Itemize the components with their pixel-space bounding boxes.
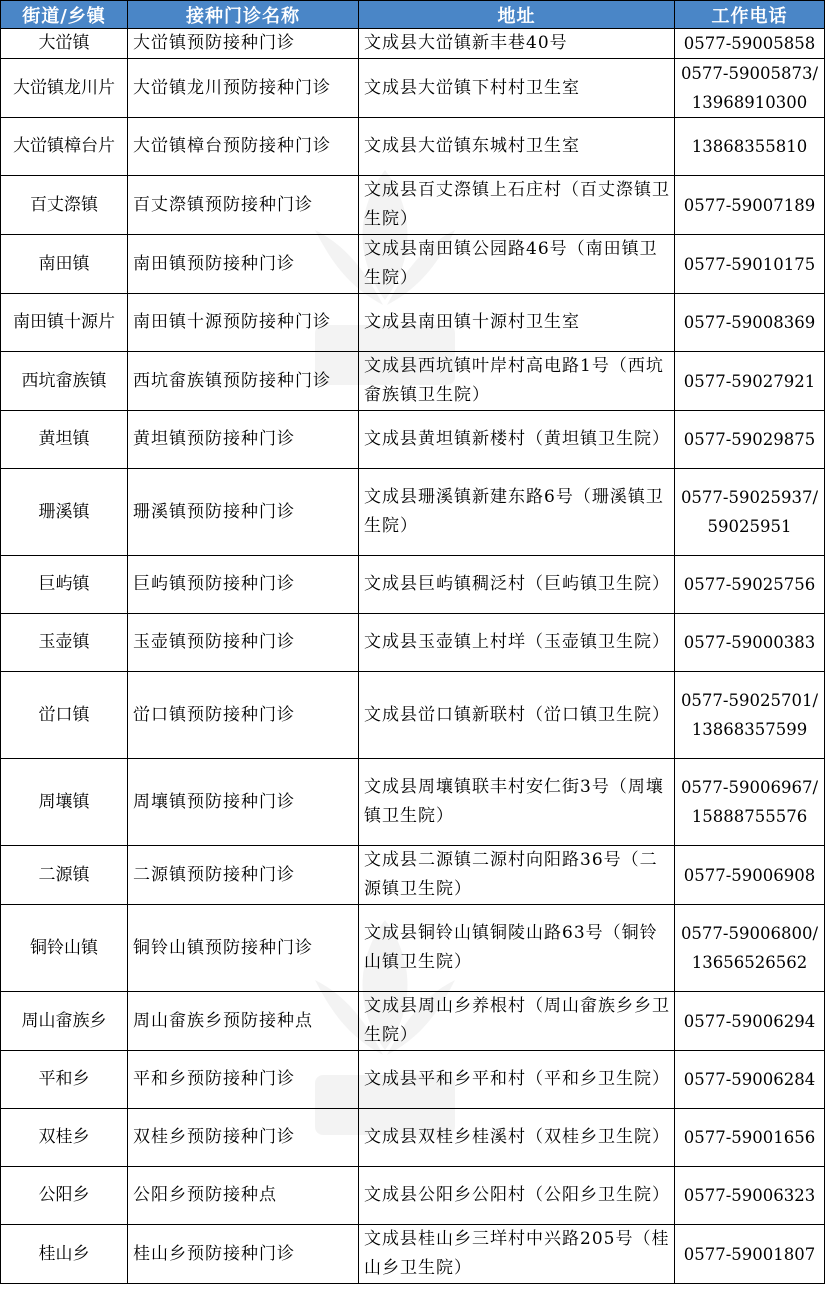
phone-cell: 0577-59001656	[675, 1109, 825, 1167]
table-row	[1, 905, 825, 992]
street-cell: 二源镇	[1, 846, 128, 905]
phone-cell: 0577-59010175	[675, 235, 825, 294]
table-row	[1, 1051, 825, 1109]
clinic-name-cell: 铜铃山镇预防接种门诊	[128, 905, 359, 992]
clinic-name-cell: 玉壶镇预防接种门诊	[128, 614, 359, 672]
street-cell: 平和乡	[1, 1051, 128, 1109]
street-cell: 南田镇	[1, 235, 128, 294]
address-cell: 文成县大峃镇新丰巷40号	[359, 29, 675, 59]
table-row	[1, 352, 825, 411]
table-row	[1, 411, 825, 469]
street-cell: 百丈漈镇	[1, 176, 128, 235]
street-cell: 峃口镇	[1, 672, 128, 759]
address-cell: 文成县黄坦镇新楼村（黄坦镇卫生院）	[359, 411, 675, 469]
phone-cell: 0577-59006967/15888755576	[675, 759, 825, 846]
clinic-name-cell: 珊溪镇预防接种门诊	[128, 469, 359, 556]
table-row	[1, 176, 825, 235]
address-cell: 文成县南田镇公园路46号（南田镇卫生院）	[359, 235, 675, 294]
phone-cell: 0577-59025756	[675, 556, 825, 614]
clinic-name-cell: 大峃镇龙川预防接种门诊	[128, 59, 359, 118]
header-address: 地址	[359, 1, 675, 29]
address-cell: 文成县西坑镇叶岸村高电路1号（西坑畲族镇卫生院）	[359, 352, 675, 411]
address-cell: 文成县铜铃山镇铜陵山路63号（铜铃山镇卫生院）	[359, 905, 675, 992]
clinic-name-cell: 桂山乡预防接种门诊	[128, 1225, 359, 1284]
clinic-name-cell: 峃口镇预防接种门诊	[128, 672, 359, 759]
street-cell: 大峃镇	[1, 29, 128, 59]
address-cell: 文成县珊溪镇新建东路6号（珊溪镇卫生院）	[359, 469, 675, 556]
table-header-row	[1, 1, 825, 29]
street-cell: 黄坦镇	[1, 411, 128, 469]
phone-cell: 0577-59027921	[675, 352, 825, 411]
table-row	[1, 1109, 825, 1167]
street-cell: 铜铃山镇	[1, 905, 128, 992]
street-cell: 大峃镇龙川片	[1, 59, 128, 118]
clinic-name-cell: 大峃镇樟台预防接种门诊	[128, 118, 359, 176]
address-cell: 文成县玉壶镇上村垟（玉壶镇卫生院）	[359, 614, 675, 672]
street-cell: 西坑畲族镇	[1, 352, 128, 411]
header-street: 街道/乡镇	[1, 1, 128, 29]
phone-cell: 13868355810	[675, 118, 825, 176]
clinic-name-cell: 西坑畲族镇预防接种门诊	[128, 352, 359, 411]
street-cell: 南田镇十源片	[1, 294, 128, 352]
address-cell: 文成县周山乡养根村（周山畲族乡乡卫生院）	[359, 992, 675, 1051]
table-row	[1, 294, 825, 352]
clinic-name-cell: 巨屿镇预防接种门诊	[128, 556, 359, 614]
table-row	[1, 1225, 825, 1284]
clinic-name-cell: 公阳乡预防接种点	[128, 1167, 359, 1225]
phone-cell: 0577-59006908	[675, 846, 825, 905]
address-cell: 文成县大峃镇东城村卫生室	[359, 118, 675, 176]
address-cell: 文成县公阳乡公阳村（公阳乡卫生院）	[359, 1167, 675, 1225]
table-row	[1, 469, 825, 556]
table-row	[1, 846, 825, 905]
table-row	[1, 614, 825, 672]
address-cell: 文成县大峃镇下村村卫生室	[359, 59, 675, 118]
clinic-name-cell: 平和乡预防接种门诊	[128, 1051, 359, 1109]
street-cell: 桂山乡	[1, 1225, 128, 1284]
phone-cell: 0577-59005858	[675, 29, 825, 59]
address-cell: 文成县百丈漈镇上石庄村（百丈漈镇卫生院）	[359, 176, 675, 235]
address-cell: 文成县平和乡平和村（平和乡卫生院）	[359, 1051, 675, 1109]
address-cell: 文成县周壤镇联丰村安仁街3号（周壤镇卫生院）	[359, 759, 675, 846]
clinic-name-cell: 周山畲族乡预防接种点	[128, 992, 359, 1051]
address-cell: 文成县峃口镇新联村（峃口镇卫生院）	[359, 672, 675, 759]
address-cell: 文成县桂山乡三垟村中兴路205号（桂山乡卫生院）	[359, 1225, 675, 1284]
table-row	[1, 992, 825, 1051]
clinic-name-cell: 百丈漈镇预防接种门诊	[128, 176, 359, 235]
table-row	[1, 29, 825, 59]
header-clinic: 接种门诊名称	[128, 1, 359, 29]
clinic-name-cell: 周壤镇预防接种门诊	[128, 759, 359, 846]
phone-cell: 0577-59006323	[675, 1167, 825, 1225]
street-cell: 玉壶镇	[1, 614, 128, 672]
clinic-name-cell: 双桂乡预防接种门诊	[128, 1109, 359, 1167]
table-row	[1, 1167, 825, 1225]
clinic-name-cell: 南田镇预防接种门诊	[128, 235, 359, 294]
clinic-name-cell: 二源镇预防接种门诊	[128, 846, 359, 905]
street-cell: 周山畲族乡	[1, 992, 128, 1051]
clinic-name-cell: 黄坦镇预防接种门诊	[128, 411, 359, 469]
street-cell: 大峃镇樟台片	[1, 118, 128, 176]
table-row	[1, 118, 825, 176]
phone-cell: 0577-59005873/13968910300	[675, 59, 825, 118]
phone-cell: 0577-59025937/59025951	[675, 469, 825, 556]
phone-cell: 0577-59007189	[675, 176, 825, 235]
phone-cell: 0577-59001807	[675, 1225, 825, 1284]
street-cell: 双桂乡	[1, 1109, 128, 1167]
table-row	[1, 672, 825, 759]
phone-cell: 0577-59006284	[675, 1051, 825, 1109]
phone-cell: 0577-59006800/13656526562	[675, 905, 825, 992]
clinic-name-cell: 大峃镇预防接种门诊	[128, 29, 359, 59]
table-row	[1, 759, 825, 846]
table-row	[1, 235, 825, 294]
clinic-name-cell: 南田镇十源预防接种门诊	[128, 294, 359, 352]
table-row	[1, 556, 825, 614]
phone-cell: 0577-59025701/13868357599	[675, 672, 825, 759]
phone-cell: 0577-59006294	[675, 992, 825, 1051]
phone-cell: 0577-59029875	[675, 411, 825, 469]
phone-cell: 0577-59000383	[675, 614, 825, 672]
header-phone: 工作电话	[675, 1, 825, 29]
address-cell: 文成县南田镇十源村卫生室	[359, 294, 675, 352]
street-cell: 公阳乡	[1, 1167, 128, 1225]
street-cell: 巨屿镇	[1, 556, 128, 614]
phone-cell: 0577-59008369	[675, 294, 825, 352]
address-cell: 文成县巨屿镇稠泛村（巨屿镇卫生院）	[359, 556, 675, 614]
street-cell: 珊溪镇	[1, 469, 128, 556]
address-cell: 文成县二源镇二源村向阳路36号（二源镇卫生院）	[359, 846, 675, 905]
address-cell: 文成县双桂乡桂溪村（双桂乡卫生院）	[359, 1109, 675, 1167]
table-row	[1, 59, 825, 118]
street-cell: 周壤镇	[1, 759, 128, 846]
